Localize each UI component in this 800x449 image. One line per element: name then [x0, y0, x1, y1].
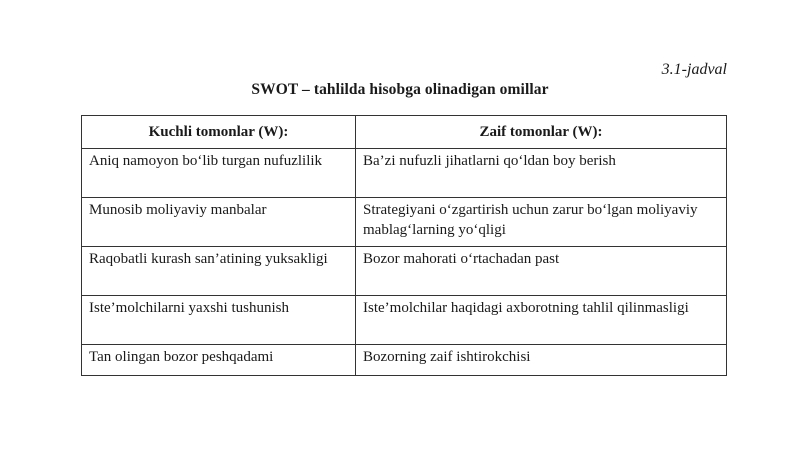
table-row: [82, 149, 727, 198]
strength-cell: Iste’molchilarni yaxshi tushunish: [82, 296, 356, 345]
table-row: [82, 198, 727, 247]
strength-cell: Raqobatli kurash san’atining yuksakligi: [82, 247, 356, 296]
header-weaknesses: Zaif tomonlar (W):: [356, 116, 727, 149]
table-caption: SWOT – tahlilda hisobga olinadigan omillar: [251, 81, 549, 98]
header-row: [82, 116, 727, 149]
weakness-cell: Iste’molchilar haqidagi axborotning tahlil qilinmasligi: [356, 296, 727, 345]
weakness-cell: Bozorning zaif ishtirokchisi: [356, 345, 727, 376]
strength-cell: Aniq namoyon bo‘lib turgan nufuzlilik: [82, 149, 356, 198]
table-row: [82, 296, 727, 345]
header-strengths: Kuchli tomonlar (W):: [82, 116, 356, 149]
strength-cell: Munosib moliyaviy manbalar: [82, 198, 356, 247]
weakness-cell: Bozor mahorati o‘rtachadan past: [356, 247, 727, 296]
table-row: [82, 345, 727, 376]
table-number: 3.1-jadval: [661, 61, 727, 78]
weakness-cell: Strategiyani o‘zgartirish uchun zarur bo‘lgan moliyaviy mablag‘larning yo‘qligi: [356, 198, 727, 247]
table-row: [82, 247, 727, 296]
strength-cell: Tan olingan bozor peshqadami: [82, 345, 356, 376]
weakness-cell: Ba’zi nufuzli jihatlarni qo‘ldan boy berish: [356, 149, 727, 198]
swot-table: [81, 115, 727, 376]
